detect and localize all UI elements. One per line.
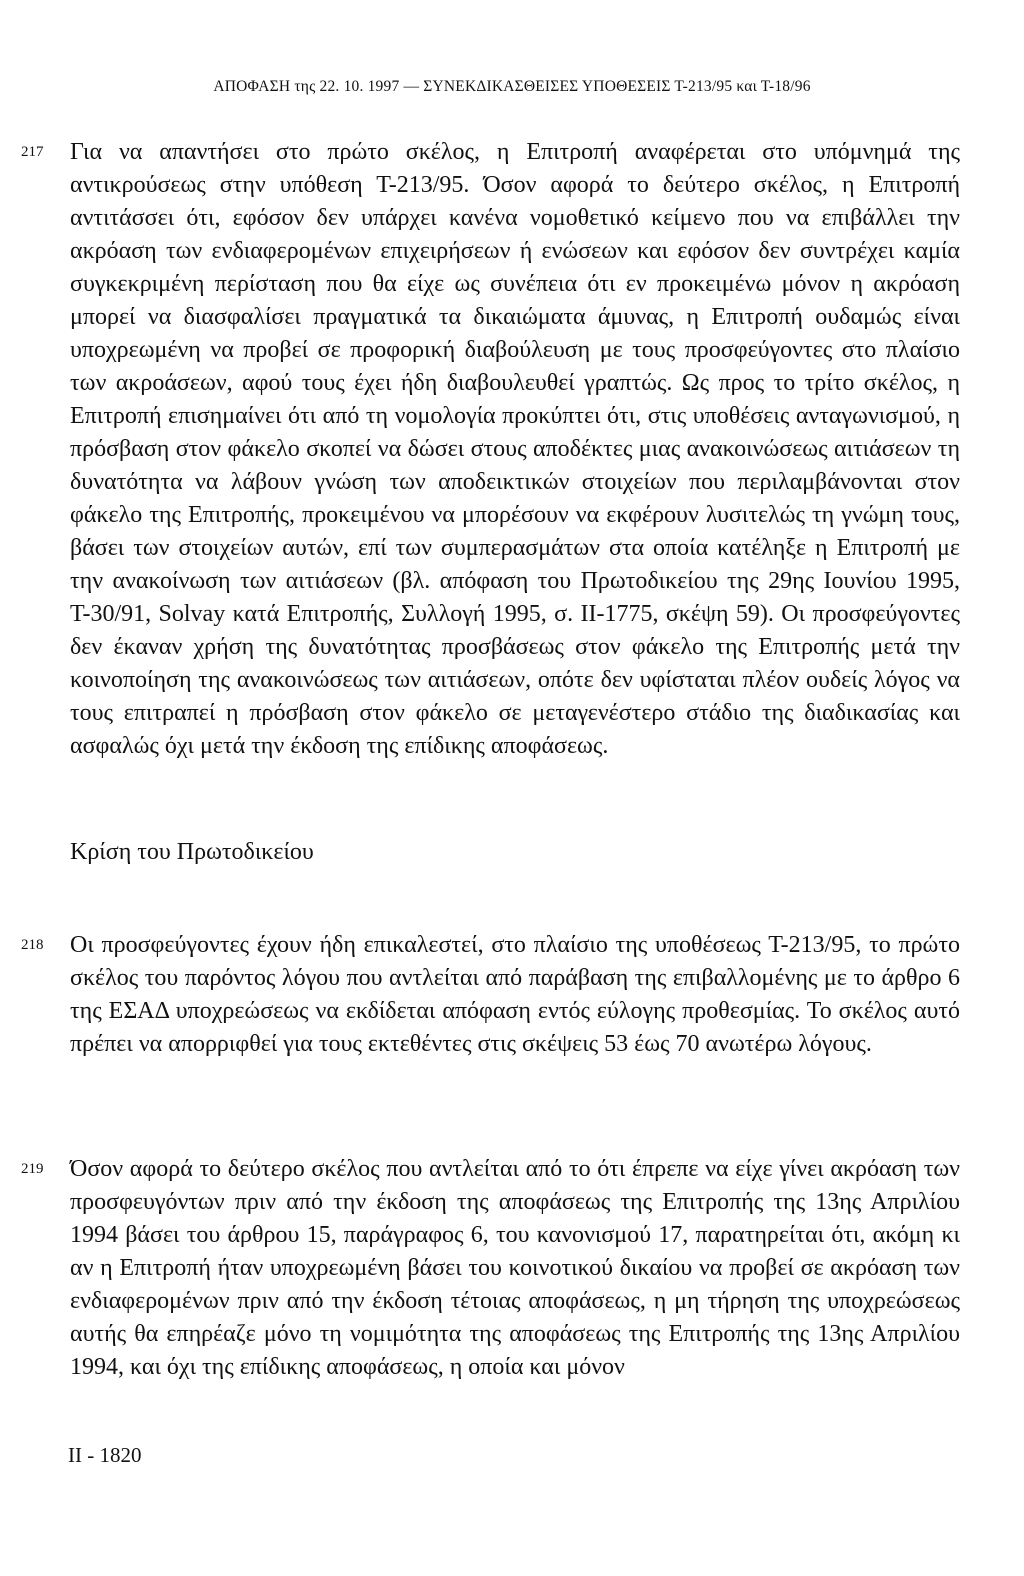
running-header: ΑΠΟΦΑΣΗ της 22. 10. 1997 — ΣΥΝΕΚΔΙΚΑΣΘΕΙΣΕΣ ΥΠΟΘΕΣΕΙΣ Τ-213/95 και Τ-18/96 (213, 78, 811, 95)
paragraph-number: 219 (21, 1161, 44, 1177)
paragraph-text: Για να απαντήσει στο πρώτο σκέλος, η Επιτροπή αναφέρεται στο υπόμνημά της αντικρούσεως στην υπόθεση Τ-213/95. Όσον αφορά το δεύτερο σκέλος, η Επιτροπή αντιτάσσει ότι, εφόσον δεν υπάρχει κανένα νομοθετικό κείμενο που να επιβάλλει την ακρόαση των ενδιαφερομένων επιχειρήσεων ή ενώσεων και εφόσον δεν συντρέχει καμία συγκεκριμένη περίσταση που θα είχε ως συνέπεια ότι εν προκειμένω μόνον η ακρόαση μπορεί να διασφαλίσει πραγματικά τα δικαιώματα άμυνας, η Επιτροπή ουδαμώς είναι υποχρεωμένη να προβεί σε προφορική διαβούλευση με τους προσφεύγοντες στο πλαίσιο των ακροάσεων, αφού τους έχει ήδη διαβουλευθεί γραπτώς. Ως προς το τρίτο σκέλος, η Επιτροπή επισημαίνει ότι από τη νομολογία προκύπτει ότι, στις υποθέσεις ανταγωνισμού, η πρόσβαση στον φάκελο σκοπεί να δώσει στους αποδέκτες μιας ανακοινώσεως αιτιάσεων τη δυνατότητα να λάβουν γνώση των αποδεικτικών στοιχείων που περιλαμβάνονται στον φάκελο της Επιτροπής, προκειμένου να μπορέσουν να εκφέρουν λυσιτελώς τη γνώμη τους, βάσει των στοιχείων αυτών, επί των συμπερασμάτων στα οποία κατέληξε η Επιτροπή με την ανακοίνωση των αιτιάσεων (βλ. απόφαση του Πρωτοδικείου της 29ης Ιουνίου 1995, Τ-30/91, Solvay κατά Επιτροπής, Συλλογή 1995, σ. II-1775, σκέψη 59). Οι προσφεύγοντες δεν έκαναν χρήση της δυνατότητας προσβάσεως στον φάκελο της Επιτροπής μετά την κοινοποίηση της ανακοινώσεως των αιτιάσεων, οπότε δεν υφίσταται πλέον ουδείς λόγος να τους επιτραπεί η πρόσβαση στον φάκελο σε μεταγενέστερο στάδιο της διαδικασίας και ασφαλώς όχι μετά την έκδοση της επίδικης αποφάσεως. (70, 139, 960, 759)
paragraph-number: 217 (21, 144, 44, 160)
section-heading: Κρίση του Πρωτοδικείου (70, 839, 314, 865)
paragraph-number: 218 (21, 937, 44, 953)
paragraph-text: Όσον αφορά το δεύτερο σκέλος που αντλείται από το ότι έπρεπε να είχε γίνει ακρόαση των προσφευγόντων πριν από την έκδοση της αποφάσεως της Επιτροπής της 13ης Απριλίου 1994 βάσει του άρθρου 15, παράγραφος 6, του κανονισμού 17, παρατηρείται ότι, ακόμη κι αν η Επιτροπή ήταν υποχρεωμένη βάσει του κοινοτικού δικαίου να προβεί σε ακρόαση των ενδιαφερομένων πριν από την έκδοση τέτοιας αποφάσεως, η μη τήρηση της υποχρεώσεως αυτής θα επηρέαζε μόνο τη νομιμότητα της αποφάσεως της Επιτροπής της 13ης Απριλίου 1994, και όχι της επίδικης αποφάσεως, η οποία και μόνον (70, 1156, 960, 1380)
paragraph-219 (21, 1153, 960, 1384)
paragraph-218 (21, 929, 960, 1061)
page-number: II - 1820 (68, 1443, 142, 1467)
paragraph-text: Οι προσφεύγοντες έχουν ήδη επικαλεστεί, στο πλαίσιο της υποθέσεως Τ-213/95, το πρώτο σκέλος του παρόντος λόγου που αντλείται από παράβαση της επιβαλλομένης με το άρθρο 6 της ΕΣΑΔ υποχρεώσεως να εκδίδεται απόφαση εντός εύλογης προθεσμίας. Το σκέλος αυτό πρέπει να απορριφθεί για τους εκτεθέντες στις σκέψεις 53 έως 70 ανωτέρω λόγους. (70, 932, 960, 1057)
paragraph-217 (21, 136, 960, 763)
